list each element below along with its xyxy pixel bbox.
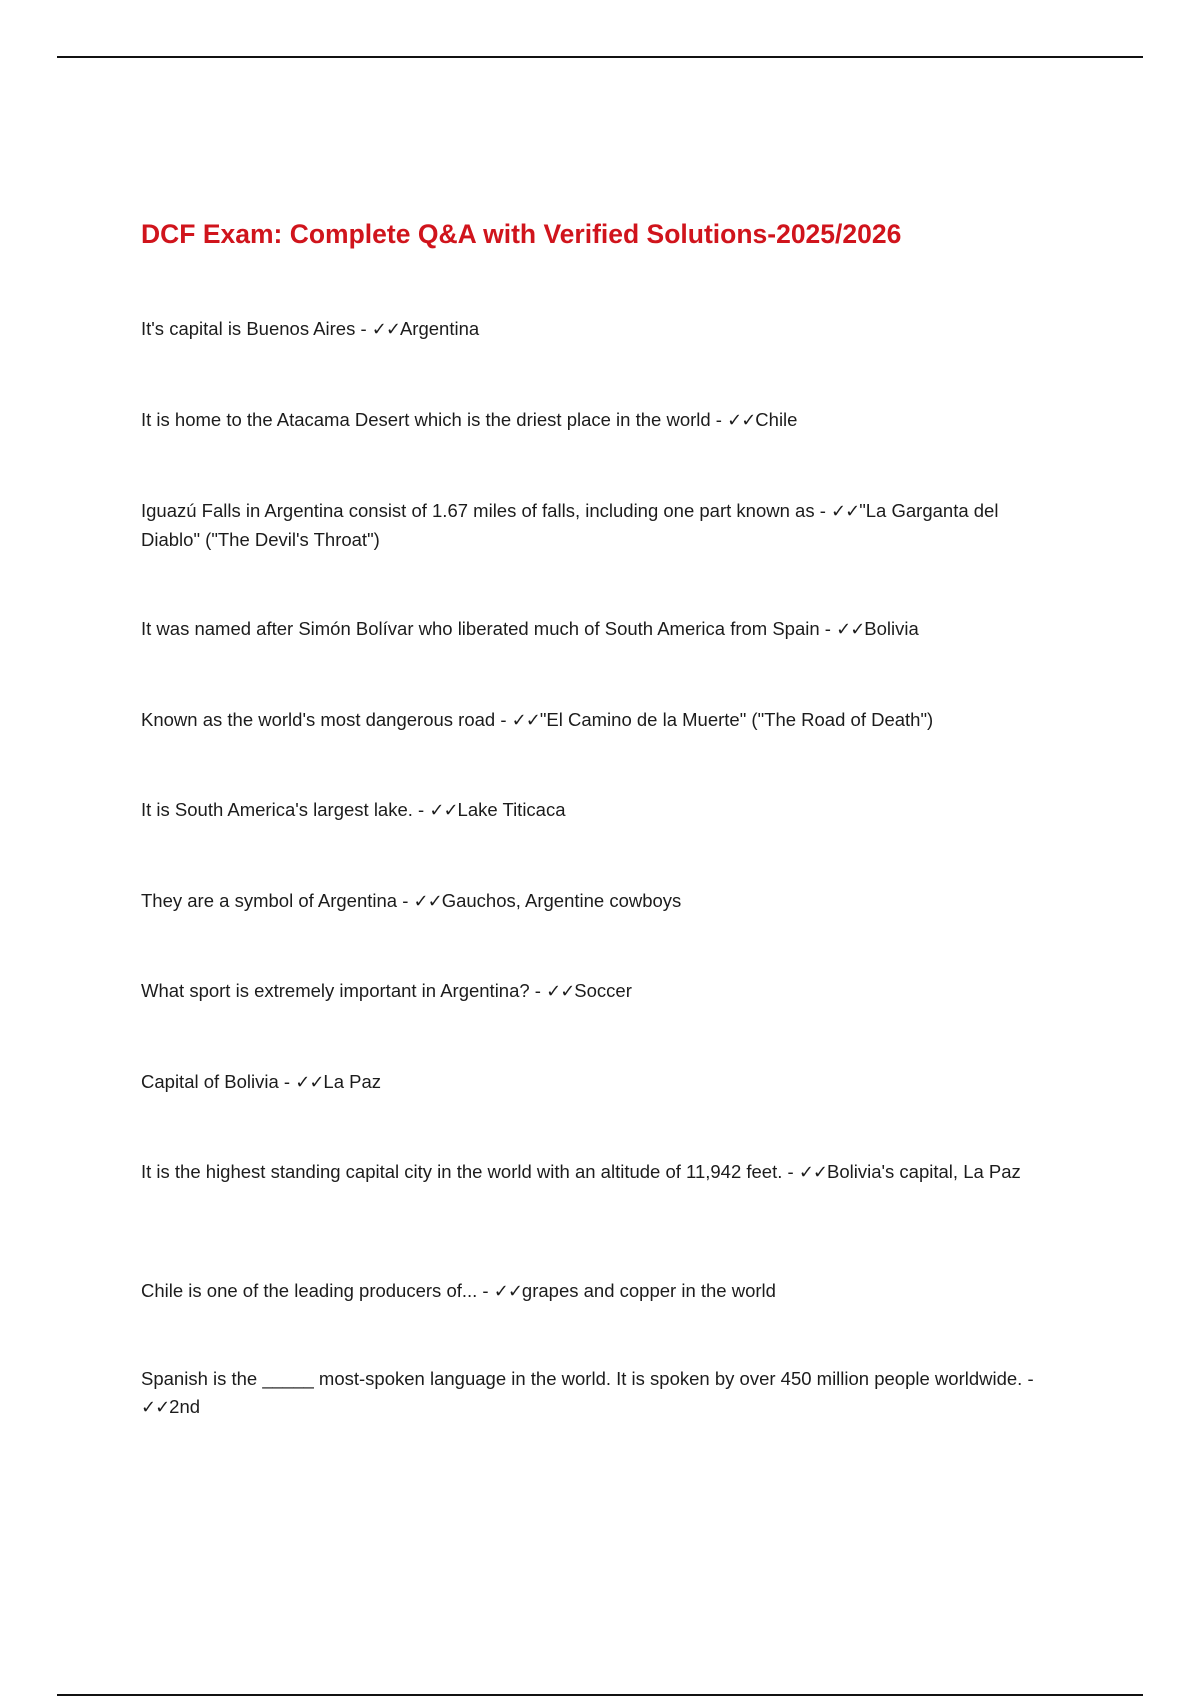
answer-text: Lake Titicaca [457,799,566,820]
answer-text: La Paz [323,1071,382,1092]
double-check-icon: ✓✓ [511,710,540,731]
double-check-icon: ✓✓ [836,619,865,640]
separator: - [529,980,547,1001]
qa-item [141,1365,1061,1422]
double-check-icon: ✓✓ [493,1281,522,1302]
separator: - [819,618,837,639]
answer-text: Bolivia [864,618,919,639]
answer-text: Bolivia's capital, La Paz [827,1161,1021,1182]
double-check-icon: ✓✓ [371,319,400,340]
double-check-icon: ✓✓ [727,410,756,431]
separator: - [477,1280,494,1301]
separator: - [412,799,430,820]
qa-item [141,1158,1061,1187]
separator: - [782,1161,799,1182]
separator: - [814,500,832,521]
qa-item [141,497,1061,554]
separator: - [355,318,372,339]
answer-text: "El Camino de la Muerte" ("The Road of Death") [539,709,934,730]
answer-text: Gauchos, Argentine cowboys [441,890,682,911]
separator: - [710,409,728,430]
document-title: DCF Exam: Complete Q&A with Verified Solutions-2025/2026 [141,219,902,249]
separator: - [278,1071,296,1092]
answer-text: "La Garganta del Diablo" ("The Devil's Throat") [141,500,999,550]
double-check-icon: ✓✓ [798,1162,828,1183]
answer-text: 2nd [169,1396,201,1417]
double-check-icon: ✓✓ [546,981,575,1002]
qa-item [141,1277,1061,1306]
footer-rule [57,1694,1143,1696]
double-check-icon: ✓✓ [295,1072,324,1093]
separator: - [495,709,512,730]
double-check-icon: ✓✓ [413,891,442,912]
question-text: They are a symbol of Argentina [141,890,398,911]
question-text: Known as the world's most dangerous road [141,709,496,730]
double-check-icon: ✓✓ [429,800,458,821]
answer-text: Soccer [574,980,632,1001]
question-text: Capital of Bolivia [141,1071,279,1092]
separator: - [397,890,414,911]
question-text: It's capital is Buenos Aires [141,318,356,339]
qa-item [141,315,1061,344]
qa-item [141,887,1061,916]
question-text: It is home to the Atacama Desert which is the driest place in the world [141,409,711,430]
separator: - [1022,1368,1034,1389]
qa-item [141,615,1061,644]
answer-text: grapes and copper in the world [521,1280,776,1301]
question-text: Spanish is the _____ most-spoken language in the world. It is spoken by over 450 million people worldwide. [141,1368,1023,1389]
question-text: It is the highest standing capital city in the world with an altitude of 11,942 feet. [141,1161,783,1182]
answer-text: Chile [755,409,798,430]
header-rule [57,56,1143,58]
qa-item [141,1068,1061,1097]
double-check-icon: ✓✓ [831,501,860,522]
question-text: It was named after Simón Bolívar who liberated much of South America from Spain [141,618,820,639]
qa-item [141,706,1061,735]
question-text: Chile is one of the leading producers of... [141,1280,478,1301]
answer-text: Argentina [399,318,480,339]
question-text: Iguazú Falls in Argentina consist of 1.67 miles of falls, including one part known as [141,500,815,521]
qa-item [141,406,1061,435]
question-text: What sport is extremely important in Argentina? [141,980,530,1001]
qa-item [141,796,1061,825]
qa-item [141,977,1061,1006]
question-text: It is South America's largest lake. [141,799,413,820]
double-check-icon: ✓✓ [141,1397,170,1418]
